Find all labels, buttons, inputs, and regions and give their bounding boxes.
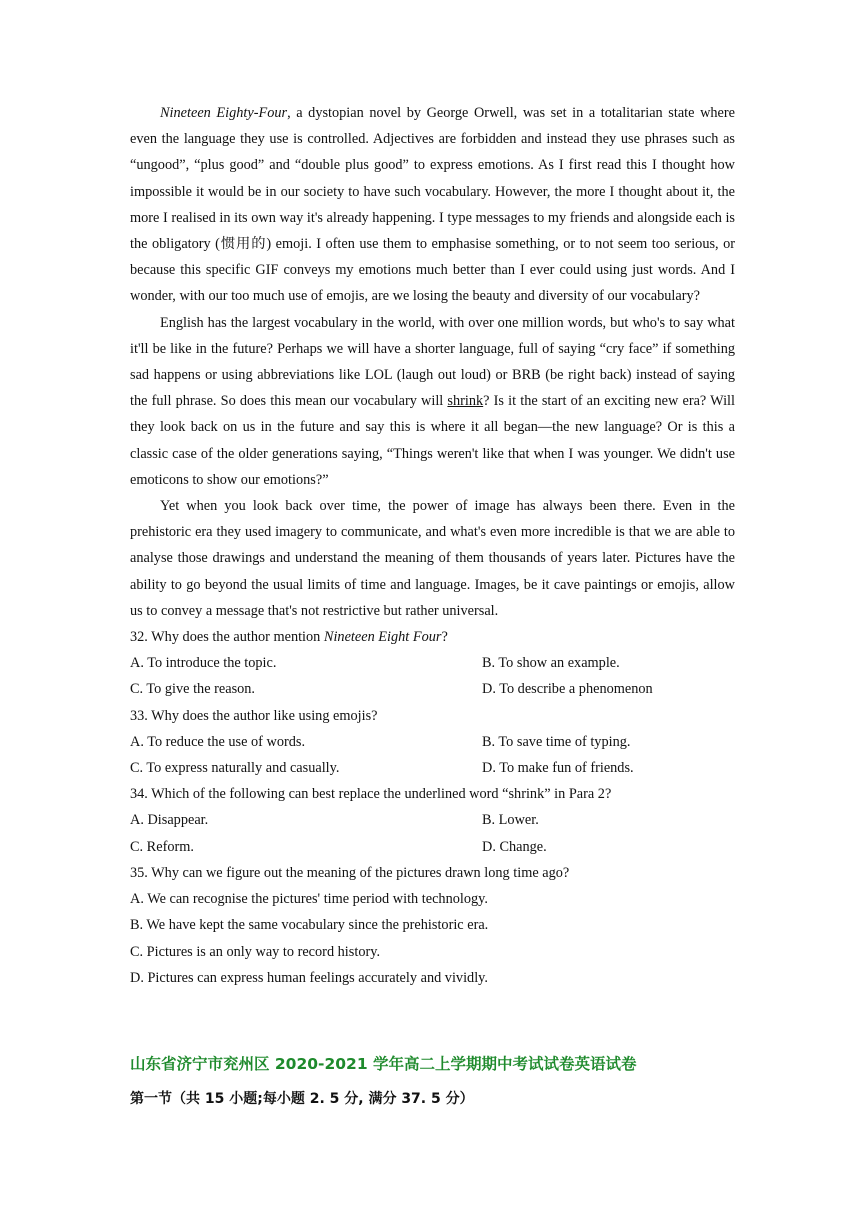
- question-stem: [130, 624, 735, 650]
- exam-title: 山东省济宁市兖州区 2020-2021 学年高二上学期期中考试试卷英语试卷: [130, 1055, 637, 1073]
- option-d: D. Change.: [482, 838, 547, 855]
- book-title: Nineteen Eighty-Four: [160, 105, 288, 121]
- option-c: C. To express naturally and casually.: [130, 760, 340, 777]
- paragraph-1: [130, 100, 735, 310]
- question-stem: 35. Why can we figure out the meaning of the pictures drawn long time ago?: [130, 864, 570, 881]
- option-c: C. Pictures is an only way to record history.: [130, 943, 381, 960]
- question-35: [130, 860, 735, 991]
- option-b: B. We have kept the same vocabulary since the prehistoric era.: [130, 917, 489, 934]
- section-heading: 第一节（共 15 小题;每小题 2. 5 分, 满分 37. 5 分）: [130, 1091, 474, 1107]
- option-b: B. To save time of typing.: [482, 733, 631, 750]
- option-d: D. Pictures can express human feelings accurately and vividly.: [130, 969, 488, 986]
- stem-prefix: 32. Why does the author mention: [130, 629, 324, 646]
- stem-italic: Nineteen Eight Four: [323, 629, 442, 646]
- paragraph-2-after: ? Is it the start of an exciting new era? Will they look back on us in the future and say this is where it all began—the new language? Or is this a classic case of the older generations saying, “Things weren't like that when I was younger. We didn't use emoticons to show our emotions?”: [130, 393, 735, 488]
- question-stem: 33. Why does the author like using emojis?: [130, 707, 378, 724]
- underlined-word: shrink: [447, 393, 484, 410]
- question-34: [130, 781, 735, 860]
- option-c: C. To give the reason.: [130, 681, 255, 698]
- option-a: A. Disappear.: [130, 812, 209, 829]
- paragraph-2-before: English has the largest vocabulary in the world, with over one million words, but who's to say what it'll be like in the future? Perhaps we will have a shorter language, full of saying “cry face” if something sad happens or using abbreviations like LOL (laugh out loud) or BRB (be right back) instead of saying the full phrase. So does this mean our vocabulary will: [130, 314, 735, 410]
- paragraph-2: [130, 310, 735, 493]
- document-page: [130, 100, 735, 991]
- option-a: A. We can recognise the pictures' time period with technology.: [130, 891, 488, 908]
- question-stem: 34. Which of the following can best replace the underlined word “shrink” in Para 2?: [130, 786, 612, 803]
- paragraph-3: Yet when you look back over time, the power of image has always been there. Even in the prehistoric era they used imagery to communicate, and what's even more incredible is that we are able to analyse those drawings and understand the meaning of them thousands of years later. Pictures have the ability to go beyond the usual limits of time and language. Images, be it cave paintings or emojis, allow us to convey a message that's not restrictive but rather universal.: [130, 498, 735, 619]
- option-a: A. To reduce the use of words.: [130, 733, 306, 750]
- option-a: A. To introduce the topic.: [130, 655, 277, 672]
- paragraph-1-text: , a dystopian novel by George Orwell, was set in a totalitarian state where even the language they use is controlled. Adjectives are forbidden and instead they use phrases such as “ungood”, “plus good” and “double plus good” to express emotions. As I first read this I thought how impossible it would be in our society to have such vocabulary. However, the more I thought about it, the more I realised in its own way it's already happening. I type messages to my friends and alongside each is the obligatory (惯用的) emoji. I often use them to emphasise something, or to not seem too serious, or because this specific GIF conveys my emotions much better than I ever could using just words. And I wonder, with our too much use of emojis, are we losing the beauty and diversity of our vocabulary?: [130, 105, 735, 305]
- option-c: C. Reform.: [130, 838, 194, 855]
- stem-suffix: ?: [441, 629, 448, 646]
- option-b: B. To show an example.: [482, 655, 620, 672]
- passage: [130, 100, 735, 624]
- question-32: [130, 624, 735, 703]
- option-b: B. Lower.: [482, 812, 539, 829]
- option-d: D. To make fun of friends.: [482, 760, 634, 777]
- question-33: [130, 703, 735, 782]
- option-d: D. To describe a phenomenon: [482, 681, 653, 698]
